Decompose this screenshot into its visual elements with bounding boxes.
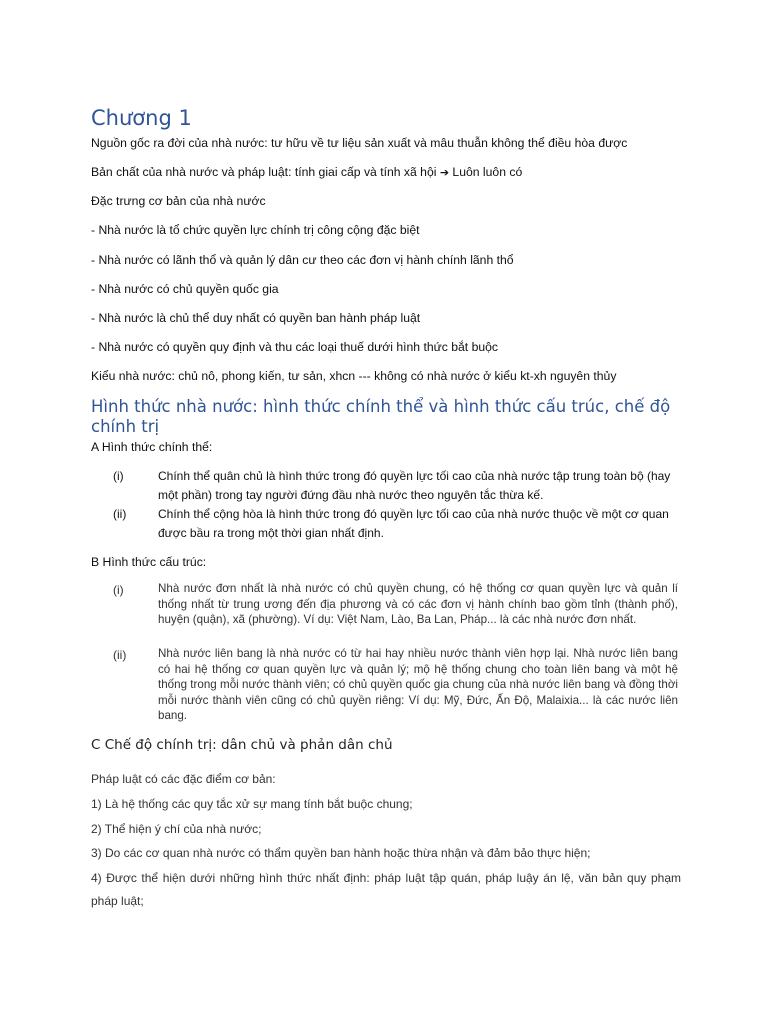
nature-paragraph <box>91 165 522 179</box>
feature-item: - Nhà nước có chủ quyền quốc gia <box>91 282 279 296</box>
section-c-heading: C Chế độ chính trị: dân chủ và phản dân chủ <box>91 737 393 753</box>
feature-item: - Nhà nước là tổ chức quyền lực chính trị công cộng đặc biệt <box>91 223 420 237</box>
feature-item: - Nhà nước có quyền quy định và thu các loại thuế dưới hình thức bắt buộc <box>91 340 499 354</box>
nature-conclusion: Luôn luôn có <box>449 165 523 179</box>
law-item: 1) Là hệ thống các quy tắc xử sự mang tính bắt buộc chung; <box>91 797 413 811</box>
state-types-paragraph: Kiểu nhà nước: chủ nô, phong kiến, tư sản, xhcn --- không có nhà nước ở kiểu kt-xh nguyên thủy <box>91 369 617 383</box>
features-heading: Đặc trưng cơ bản của nhà nước <box>91 194 266 208</box>
list-item-text: Nhà nước đơn nhất là nhà nước có chủ quyền chung, có hệ thống cơ quan quyền lực và quản lí thống nhất từ trung ương đến địa phương và có các đơn vị hành chính bao gồm tỉnh (thành phố), huyện (quận), xã (phường). Ví dụ: Việt Nam, Lào, Ba Lan, Pháp... là các nhà nước đơn nhất. <box>158 582 678 626</box>
feature-item: - Nhà nước có lãnh thổ và quản lý dân cư theo các đơn vị hành chính lãnh thổ <box>91 253 514 267</box>
chapter-heading: Chương 1 <box>91 106 192 130</box>
list-item-text: Chính thể cộng hòa là hình thức trong đó quyền lực tối cao của nhà nước thuộc về một cơ quan được bầu ra trong một thời gian nhất định. <box>158 507 669 540</box>
law-item: 3) Do các cơ quan nhà nước có thẩm quyền ban hành hoặc thừa nhận và đảm bảo thực hiện; <box>91 846 591 860</box>
section-b-title: B Hình thức cấu trúc: <box>91 555 207 569</box>
list-number: (ii) <box>113 507 127 521</box>
law-item: 2) Thể hiện ý chí của nhà nước; <box>91 822 262 836</box>
section-heading-line2: chính trị <box>91 417 160 436</box>
law-item: 4) Được thể hiện dưới những hình thức nhất định: pháp luật tập quán, pháp luậy án lệ, văn bản quy phạm pháp luật; <box>91 871 681 908</box>
right-arrow-icon: ➔ <box>439 166 450 179</box>
list-number: (i) <box>113 469 124 483</box>
section-a-title: A Hình thức chính thể: <box>91 440 213 454</box>
list-item-text: Chính thể quân chủ là hình thức trong đó quyền lực tối cao của nhà nước tập trung toàn bộ (hay một phần) trong tay người đứng đầu nhà nước theo nguyên tắc thừa kế. <box>158 469 671 502</box>
list-number: (i) <box>113 583 124 597</box>
law-intro: Pháp luật có các đặc điểm cơ bản: <box>91 772 276 786</box>
list-number: (ii) <box>113 648 127 662</box>
origin-paragraph: Nguồn gốc ra đời của nhà nước: tư hữu về tư liệu sản xuất và mâu thuẫn không thể điều hòa được <box>91 136 628 150</box>
nature-text: Bản chất của nhà nước và pháp luật: tính giai cấp và tính xã hội <box>91 165 440 179</box>
list-item-text: Nhà nước liên bang là nhà nước có từ hai hay nhiều nước thành viên hợp lại. Nhà nước liên bang có hai hệ thống cơ quan quyền lực và quản lý; mộ hệ thống chung cho toàn liên bang và một hệ thống trong mỗi nước thành viên; có chủ quyền quốc gia chung của nhà nước liên bang và đồng thời mỗi nước thành viên cũng có chủ quyền riêng: Ví dụ: Mỹ, Đức, Ấn Độ, Malaixia... là các nước liên bang. <box>158 647 678 722</box>
feature-item: - Nhà nước là chủ thể duy nhất có quyền ban hành pháp luật <box>91 311 421 325</box>
section-heading-line1: Hình thức nhà nước: hình thức chính thể và hình thức cấu trúc, chế độ <box>91 397 671 416</box>
